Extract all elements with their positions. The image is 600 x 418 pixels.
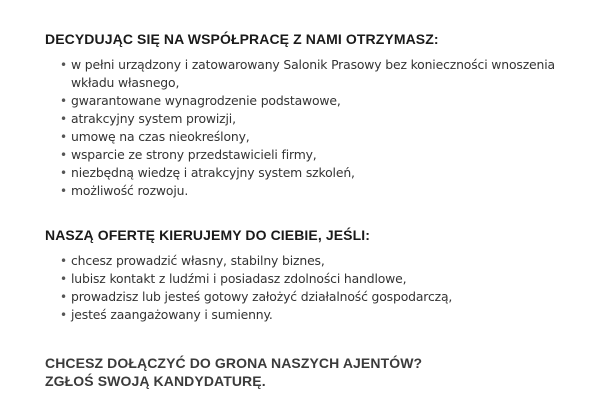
list-item-text: prowadzisz lub jesteś gotowy założyć działalność gospodarczą,: [71, 289, 453, 304]
list-item-text: gwarantowane wynagrodzenie podstawowe,: [71, 93, 341, 108]
list-item-text: możliwość rozwoju.: [71, 183, 189, 198]
list-item-text: atrakcyjny system prowizji,: [71, 111, 236, 126]
main-content: [45, 30, 585, 390]
list-item-text: umowę na czas nieokreślony,: [71, 129, 250, 144]
bullet-icon: •: [60, 184, 67, 198]
offer-list-item: [60, 306, 585, 324]
bullet-icon: •: [60, 290, 67, 304]
cta-heading-line2: ZGŁOŚ SWOJĄ KANDYDATURĘ.: [45, 373, 266, 389]
benefits-list-item: [60, 110, 585, 128]
benefits-list-item: [60, 146, 585, 164]
benefits-section: [45, 30, 585, 200]
offer-heading: NASZĄ OFERTĘ KIERUJEMY DO CIEBIE, JEŚLI:: [45, 227, 371, 243]
cta-section: [45, 354, 585, 390]
bullet-icon: •: [60, 94, 67, 108]
bullet-icon: •: [60, 148, 67, 162]
bullet-icon: •: [60, 308, 67, 322]
offer-list-item: [60, 288, 585, 306]
benefits-list-item: [60, 56, 585, 92]
bullet-icon: •: [60, 254, 67, 268]
list-item-text: w pełni urządzony i zatowarowany Salonik Prasowy bez konieczności wnoszenia wkładu własnego,: [71, 57, 555, 90]
benefits-heading: DECYDUJĄC SIĘ NA WSPÓŁPRACĘ Z NAMI OTRZYMASZ:: [45, 31, 439, 47]
offer-list-item: [60, 270, 585, 288]
bullet-icon: •: [60, 130, 67, 144]
offer-list: [45, 252, 585, 324]
benefits-list: [45, 56, 585, 200]
list-item-text: chcesz prowadzić własny, stabilny biznes,: [71, 253, 325, 268]
list-item-text: niezbędną wiedzę i atrakcyjny system szkoleń,: [71, 165, 355, 180]
bullet-icon: •: [60, 166, 67, 180]
bullet-icon: •: [60, 58, 67, 72]
bullet-icon: •: [60, 272, 67, 286]
benefits-list-item: [60, 164, 585, 182]
cta-heading-line1: CHCESZ DOŁĄCZYĆ DO GRONA NASZYCH AJENTÓW?: [45, 355, 423, 371]
list-item-text: lubisz kontakt z ludźmi i posiadasz zdolności handlowe,: [71, 271, 407, 286]
benefits-list-item: [60, 182, 585, 200]
bullet-icon: •: [60, 112, 67, 126]
list-item-text: jesteś zaangażowany i sumienny.: [71, 307, 273, 322]
list-item-text: wsparcie ze strony przedstawicieli firmy,: [71, 147, 317, 162]
benefits-list-item: [60, 92, 585, 110]
offer-list-item: [60, 252, 585, 270]
offer-section: [45, 226, 585, 324]
benefits-list-item: [60, 128, 585, 146]
